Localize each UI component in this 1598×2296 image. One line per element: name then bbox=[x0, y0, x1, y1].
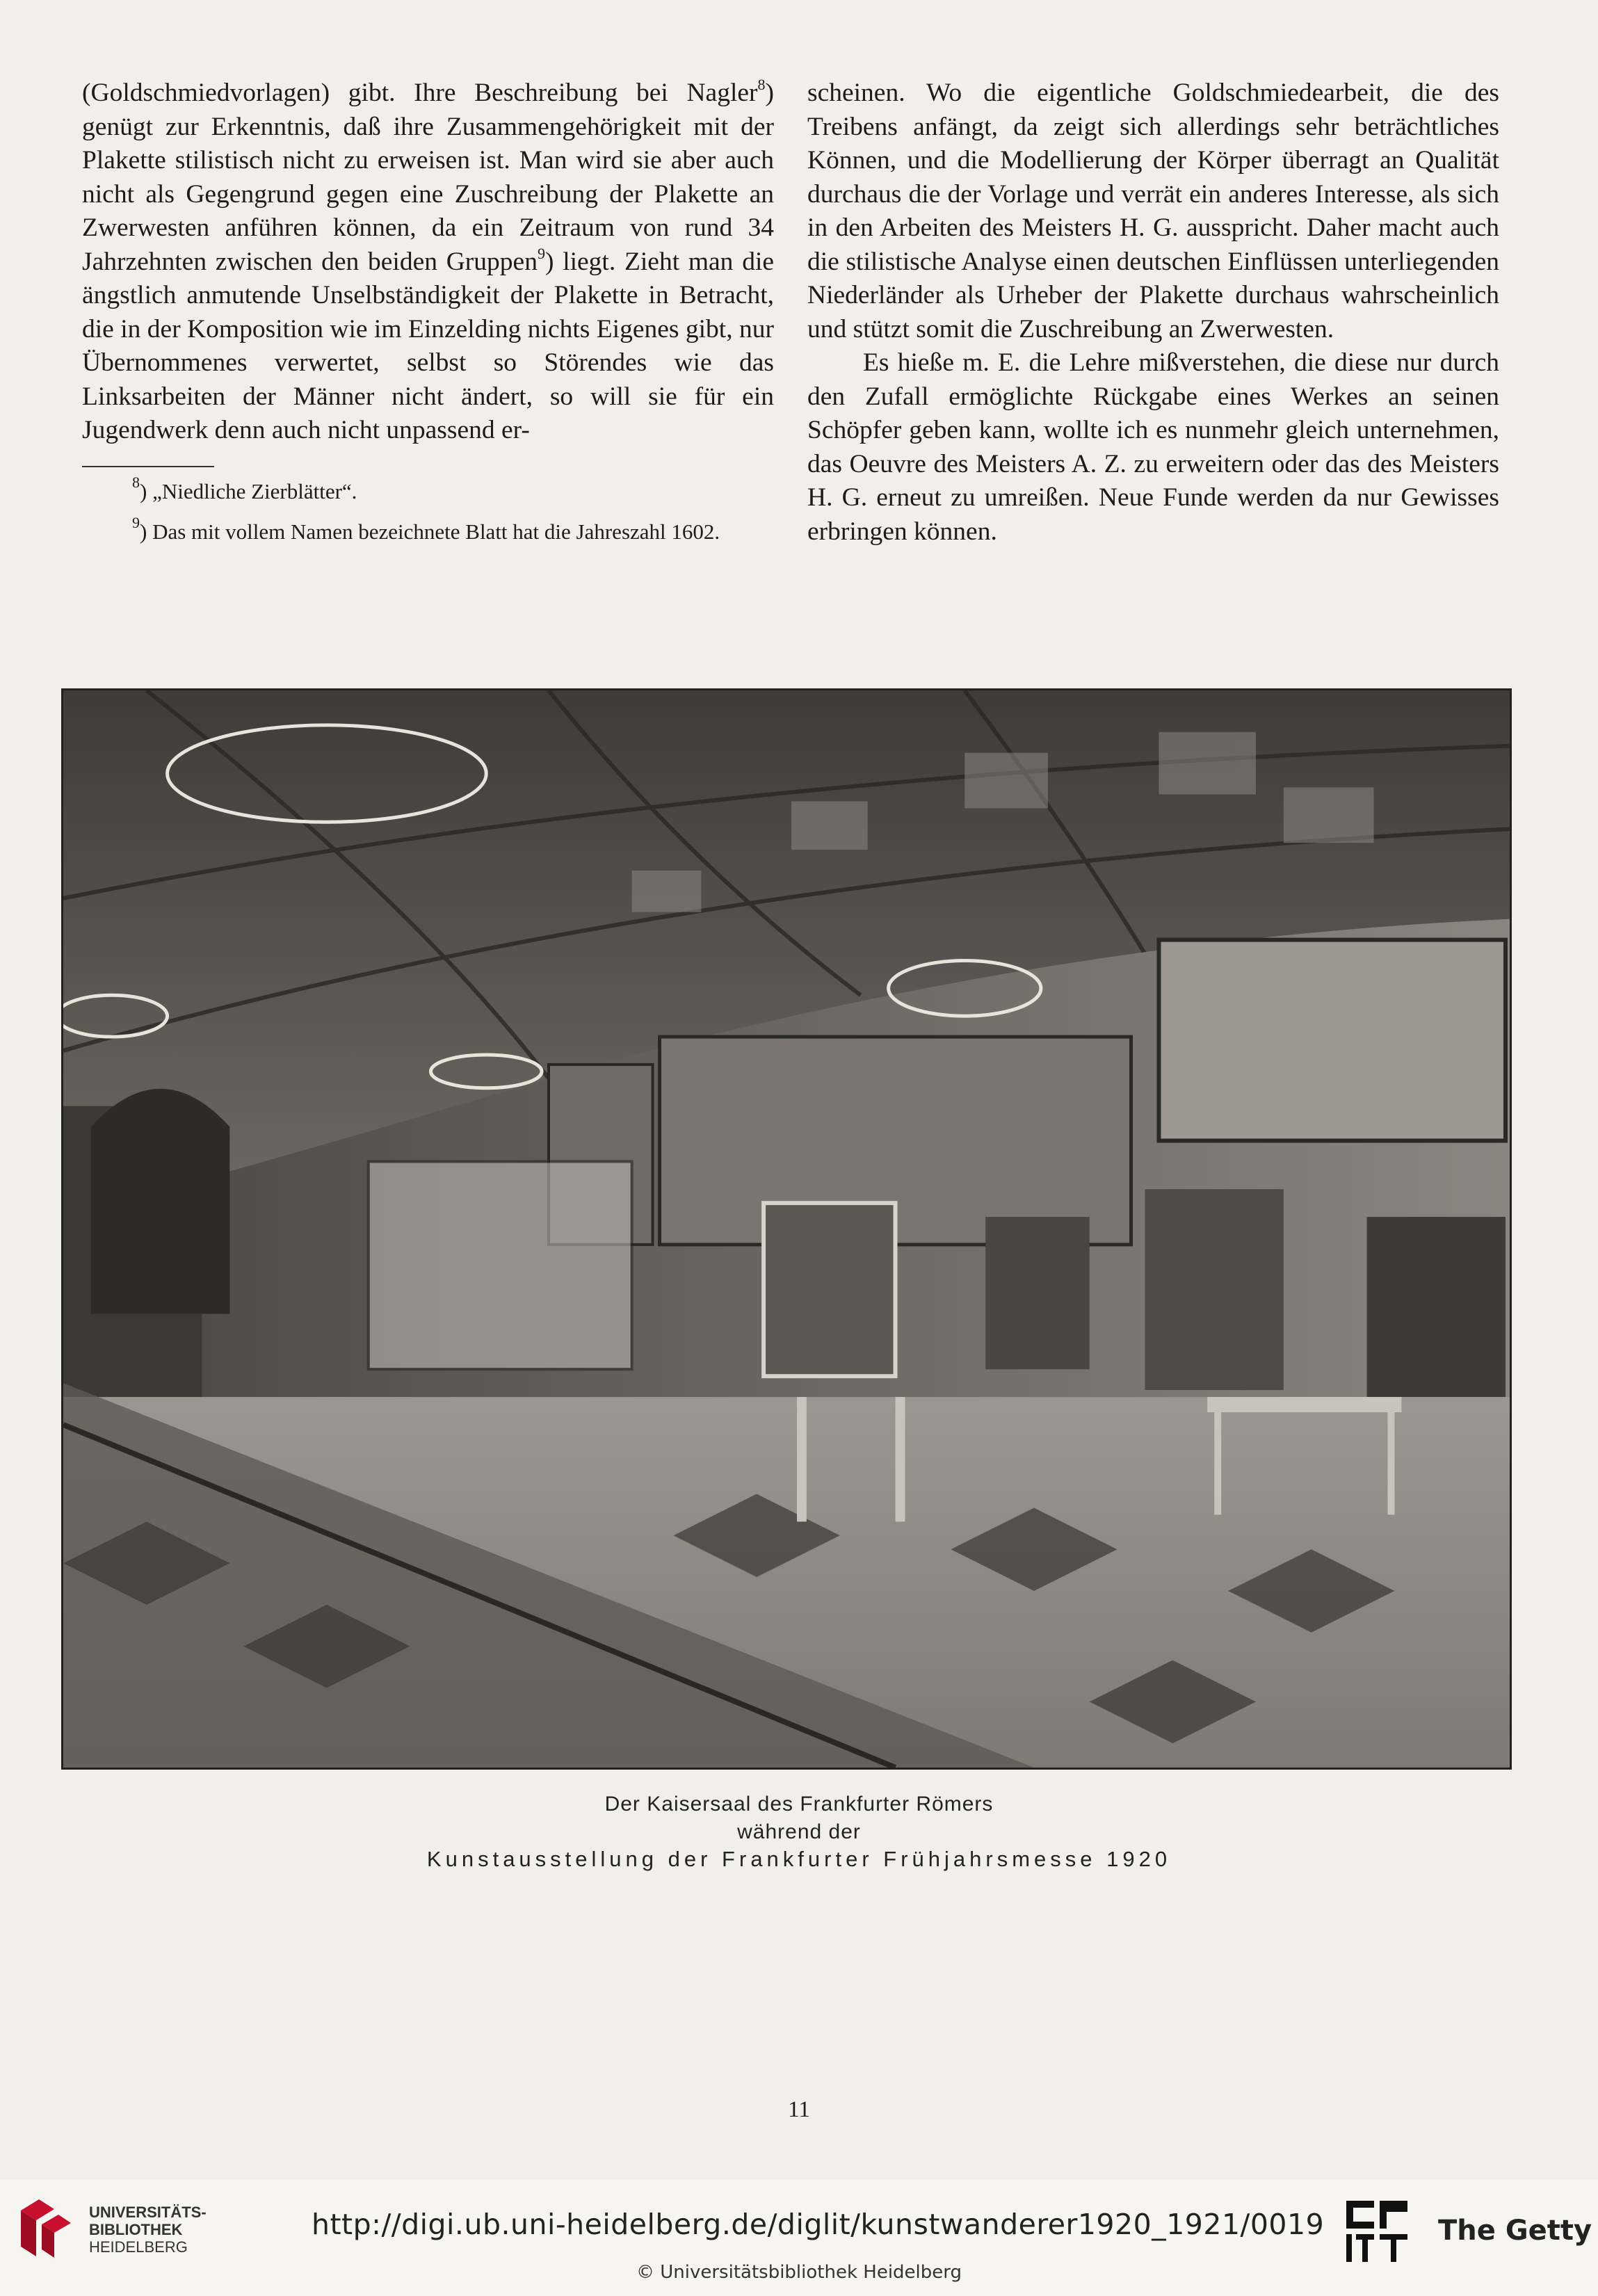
caption-line-2: während der bbox=[737, 1820, 861, 1843]
ub-heidelberg-logo-icon[interactable] bbox=[15, 2197, 75, 2259]
caption-line-1: Der Kaisersaal des Frankfurter Römers bbox=[604, 1793, 994, 1816]
getty-label: The Getty bbox=[1438, 2215, 1592, 2247]
right-paragraph-2: Es hieße m. E. die Lehre mißverstehen, die diese nur durch den Zufall ermöglichte Rückgabe eines Werkes an seinen Schöpfer geben kann, wollte ich es nunmehr gleich unternehmen, das Oeuvre des Meisters A. Z. zu erweitern oder das des Meisters H. G. erneut zu umreißen. Neue Funde werden da nur Gewisses erbringen können. bbox=[807, 348, 1499, 546]
library-name: UNIVERSITÄTS- BIBLIOTHEK HEIDELBERG bbox=[89, 2204, 207, 2256]
left-paragraph: (Goldschmiedvorlagen) gibt. Ihre Beschreibung bei Nagler$^8$) genügt zur Erkenntnis, daß ihre Zusammengehörigkeit mit der Plakette stilistisch nicht zu erweisen ist. Man wird sie aber auch nicht als Gegengrund gegen eine Zuschreibung der Plakette an Zwerwesten anführen können, da ein Zeitraum von rund 34 Jahrzehnten zwischen den beiden Gruppen$^9$) liegt. Zieht man die ängstlich anmutende Unselbständigkeit der Plakette in Betracht, die in der Komposition wie im Einzelding nichts Eigenes gibt, nur Übernommenes verwertet, selbst so Störendes wie das Linksarbeiten der Männer nicht ändert, so will sie für ein Jugendwerk denn auch nicht unpassend er- bbox=[82, 76, 775, 444]
kaisersaal-photograph bbox=[61, 688, 1512, 1770]
footnote-ref-9[interactable]: 9 bbox=[537, 244, 545, 262]
footnote-9: $^9$) Das mit vollem Namen bezeichnete Blatt hat die Jahreszahl 1602. bbox=[132, 513, 720, 544]
caption-line-3: Kunstausstellung der Frankfurter Frühjahrsmesse 1920 bbox=[426, 1847, 1172, 1871]
page-number: 11 bbox=[788, 2097, 810, 2122]
footnote-divider bbox=[82, 466, 214, 467]
getty-logo-icon[interactable] bbox=[1343, 2198, 1413, 2267]
footnote-ref-8[interactable]: 8 bbox=[757, 76, 766, 93]
left-column bbox=[82, 76, 774, 547]
photo-illustration bbox=[63, 690, 1510, 1768]
right-column bbox=[807, 76, 1499, 549]
copyright-notice: © Universitätsbibliothek Heidelberg bbox=[636, 2262, 962, 2283]
right-paragraph-1: scheinen. Wo die eigentliche Goldschmiedearbeit, die des Treibens anfängt, da zeigt sich allerdings sehr beträchtliches Können, und die Modellierung der Körper überragt an Qualität durchaus die der Vorlage und verrät ein anderes Interesse, als sich in den Arbeiten des Meisters H. G. ausspricht. Daher macht auch die stilistische Analyse einen deutschen Einflüssen unterliegenden Niederländer als Urheber der Plakette durchaus wahrscheinlich und stützt somit die Zuschreibung an Zwerwesten. bbox=[807, 79, 1499, 343]
source-url-link[interactable]: http://digi.ub.uni-heidelberg.de/diglit/kunstwanderer1920_1921/0019 bbox=[312, 2208, 1325, 2241]
footnote-8: $^8$) „Niedliche Zierblätter“. bbox=[132, 473, 357, 503]
footer bbox=[0, 2180, 1598, 2296]
